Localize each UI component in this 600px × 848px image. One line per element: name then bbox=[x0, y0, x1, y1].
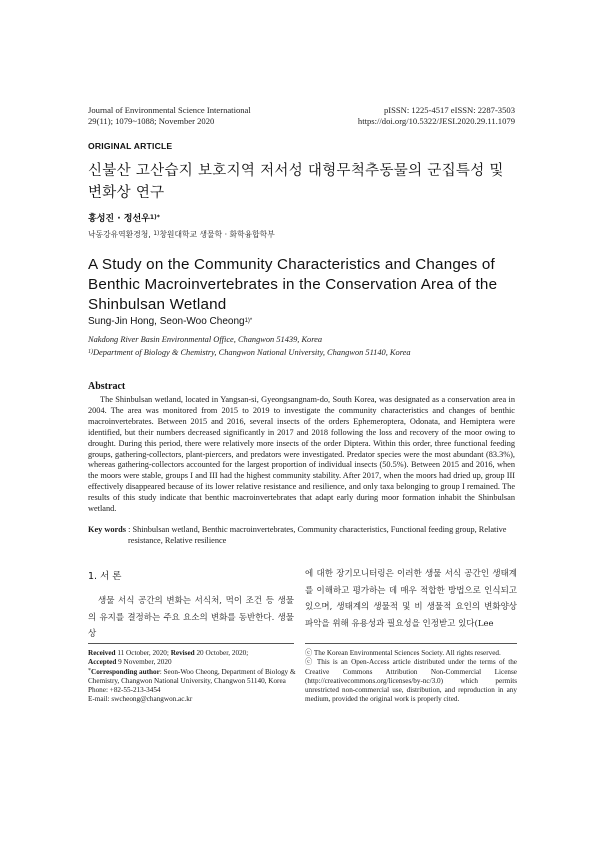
corresponding-label: Corresponding author bbox=[91, 667, 160, 676]
doi-link[interactable]: https://doi.org/10.5322/JESI.2020.29.11.1079 bbox=[357, 116, 515, 126]
corresponding-sup: * bbox=[88, 667, 91, 674]
korean-affiliation-b: 창원대학교 생물학 · 화학융합학부 bbox=[159, 230, 275, 239]
revised-date: 20 October, 2020; bbox=[194, 649, 249, 657]
received-label: Received bbox=[88, 649, 116, 657]
body-text-right-column: 에 대한 장기모니터링은 이러한 생물 서식 공간인 생태계를 이해하고 평가하는 데 매우 적합한 방법으로 인식되고 있으며, 생태계의 생물적 및 비 생물적 요인의 변화양상 파악을 위해 유용성과 필요성을 인정받고 있다(Lee bbox=[305, 569, 517, 629]
abstract-body: The Shinbulsan wetland, located in Yangsan-si, Gyeongsangnam-do, South Korea, was designated as a conservation area in 2004. The area was monitored from 2015 to 2019 to investigate the community characteristics and changes of benthic macroinvertebrates. Between 2015 and 2016, several insects of the orders Ephemeroptera, Odonata, and Hemiptera were identified, but their numbers decreased significantly in 2017 and 2018 following the loss and recovery of the moor owing to drought. During this period, there were relatively more insects of the order Diptera. Within this order, three functional feeding groups, gathering-collectors, plant-piercers, and predators were investigated. Predator species were the most abundant (83.3%), whereas gathering-collectors accounted for the largest proportion of individual insects (50.5%). Between 2015 and 2016, when the moors were stable, groups I and III had the highest community stability. After 2017, when the moors had dried up, group III effectively disappeared because of its lower relative resistance and resilience, and only taxa belonging to group I remained. The results of this study indicate that benthic macroinvertebrates that adapt early during moor formation inhabit the Shinbulsan wetland. bbox=[88, 395, 515, 514]
english-authors bbox=[88, 316, 252, 327]
accepted-label: Accepted bbox=[88, 658, 117, 667]
body-text-left-column: 생물 서식 공간의 변화는 서식처, 먹이 조건 등 생물의 유지를 결정하는 주요 요소의 변화를 동반한다. 생물상 bbox=[88, 596, 294, 639]
volume-pages: 29(11); 1079~1088; November 2020 bbox=[88, 116, 215, 126]
korean-author-names: 홍성진 · 정선우 bbox=[88, 214, 150, 224]
footnote-left bbox=[88, 649, 298, 705]
english-author-sup: 1)* bbox=[244, 318, 253, 325]
keywords-line-1 bbox=[88, 524, 515, 535]
received-date: 11 October, 2020; bbox=[115, 649, 171, 657]
keywords-line-2: resistance, Relative resilience bbox=[128, 536, 227, 545]
english-affiliation-2-sup: 1) bbox=[88, 349, 93, 356]
english-title: A Study on the Community Characteristics and Changes of Benthic Macroinvertebrates in the Conservation Area of the Shinbulsan Wetland bbox=[88, 256, 498, 313]
english-author-names: Sung-Jin Hong, Seon-Woo Cheong bbox=[88, 316, 245, 327]
article-type: ORIGINAL ARTICLE bbox=[88, 141, 173, 151]
issn: pISSN: 1225-4517 eISSN: 2287-3503 bbox=[383, 105, 515, 115]
accepted-line bbox=[88, 658, 298, 667]
korean-affiliation-sup: 1) bbox=[153, 230, 160, 238]
footnote-divider-left bbox=[88, 643, 294, 644]
korean-authors bbox=[88, 211, 160, 224]
english-affiliation-2-text: Department of Biology & Chemistry, Changwon National University, Changwon 51140, Korea bbox=[93, 348, 411, 357]
korean-affiliation bbox=[88, 229, 275, 240]
korean-title bbox=[88, 160, 518, 204]
english-affiliation-2 bbox=[88, 348, 411, 357]
korean-author-sup: 1)* bbox=[149, 214, 160, 222]
phone: Phone: +82-55-213-3454 bbox=[88, 686, 161, 695]
korean-affiliation-a: 낙동강유역환경청, bbox=[88, 230, 154, 239]
journal-header-right bbox=[300, 105, 515, 127]
license-notice: ⓒ This is an Open-Access article distributed under the terms of the Creative Commons Attribution Non-Commercial License (http://creativecommons.org/licenses/by-nc/3.0) which permits unrestricted non-commercial use, distribution, and reproduction in any medium, provided the original work is properly cited. bbox=[305, 658, 517, 704]
korean-title-line-2: 변화상 연구 bbox=[88, 185, 165, 201]
keywords-text-1: Shinbulsan wetland, Benthic macroinvertebrates, Community characteristics, Functional feeding group, Relative bbox=[132, 525, 507, 534]
abstract-heading: Abstract bbox=[88, 381, 126, 392]
english-affiliation-1: Nakdong River Basin Environmental Office, Changwon 51439, Korea bbox=[88, 335, 323, 344]
copyright-notice: ⓒ The Korean Environmental Sciences Society. All rights reserved. bbox=[305, 649, 501, 657]
footnote-right bbox=[305, 649, 517, 705]
received-revised-line bbox=[88, 649, 298, 658]
accepted-date: 9 November, 2020 bbox=[116, 658, 172, 667]
email-link[interactable]: E-mail: swcheong@changwon.ac.kr bbox=[88, 695, 193, 704]
corresponding-author bbox=[88, 668, 298, 687]
keywords-label: Key words bbox=[88, 525, 127, 534]
section-heading: 1. 서 론 bbox=[88, 571, 122, 582]
revised-label: Revised bbox=[170, 649, 195, 657]
keywords bbox=[88, 524, 515, 546]
journal-name: Journal of Environmental Science International bbox=[88, 105, 251, 115]
corresponding-text: : Seon-Woo Cheong, Department of Biology & Chemistry, Changwon National University, Changwon 51140, Korea bbox=[88, 667, 296, 685]
keywords-separator: : bbox=[126, 525, 133, 534]
footnote-divider-right bbox=[305, 643, 517, 644]
korean-title-line-1: 신불산 고산습지 보호지역 저서성 대형무척추동물의 군집특성 및 bbox=[88, 163, 504, 179]
